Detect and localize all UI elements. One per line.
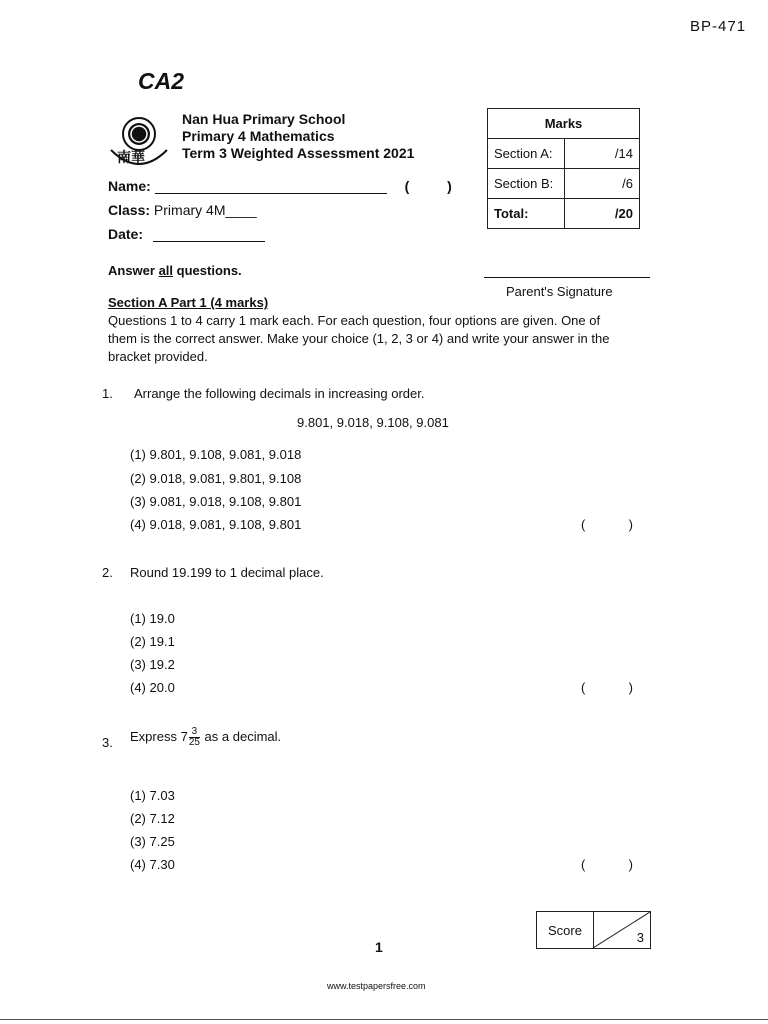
class-field xyxy=(108,202,257,218)
question-text-after: as a decimal. xyxy=(200,728,282,744)
answer-suffix: questions. xyxy=(173,263,242,278)
school-logo xyxy=(105,116,175,176)
date-field xyxy=(108,226,265,242)
date-line[interactable] xyxy=(153,227,265,242)
option: (1) 7.03 xyxy=(130,788,175,803)
section-instructions: Questions 1 to 4 carry 1 mark each. For each question, four options are given. One of them is the correct answer. Make your choice (1, 2, 3 or 4) and write your answer in the bracket provided. xyxy=(108,313,610,364)
bracket-close: ) xyxy=(628,517,633,532)
marks-table xyxy=(487,108,640,229)
name-line[interactable] xyxy=(155,179,387,194)
question-number: 2. xyxy=(102,565,113,580)
bracket-open: ( xyxy=(581,680,586,695)
question-text-before: Express 7 xyxy=(130,728,188,744)
footer-url: www.testpapersfree.com xyxy=(327,981,426,991)
assessment-title: Term 3 Weighted Assessment 2021 xyxy=(182,145,415,161)
date-label: Date: xyxy=(108,226,144,242)
option: (3) 9.081, 9.018, 9.108, 9.801 xyxy=(130,494,302,509)
marks-row-value: /14 xyxy=(565,139,640,169)
option: (4) 7.30 xyxy=(130,857,175,872)
question-text: Arrange the following decimals in increasing order. xyxy=(134,386,425,401)
class-label: Class: xyxy=(108,202,151,218)
fraction-denominator: 25 xyxy=(188,737,200,748)
section-heading: Section A Part 1 (4 marks) xyxy=(108,295,269,310)
question-text xyxy=(130,727,281,748)
option: (2) 9.018, 9.081, 9.801, 9.108 xyxy=(130,471,302,486)
answer-bracket[interactable] xyxy=(581,517,633,532)
option: (1) 9.801, 9.108, 9.081, 9.018 xyxy=(130,447,302,462)
answer-prefix: Answer xyxy=(108,263,159,278)
answer-bracket[interactable] xyxy=(581,680,633,695)
school-crest-icon xyxy=(105,116,175,176)
document-code: BP-471 xyxy=(690,18,747,35)
signature-line[interactable] xyxy=(484,277,650,278)
marks-row-label: Section B: xyxy=(488,169,565,199)
bracket-open: ( xyxy=(581,517,586,532)
register-close-paren: ) xyxy=(447,178,452,194)
register-open-paren: ( xyxy=(404,178,410,194)
question-number: 3. xyxy=(102,735,113,750)
option: (4) 20.0 xyxy=(130,680,175,695)
page-number: 1 xyxy=(375,939,383,955)
marks-title: Marks xyxy=(488,109,640,139)
option: (3) 19.2 xyxy=(130,657,175,672)
name-field xyxy=(108,178,452,194)
school-name: Nan Hua Primary School xyxy=(182,111,346,127)
option: (2) 7.12 xyxy=(130,811,175,826)
score-box xyxy=(536,911,651,949)
bracket-open: ( xyxy=(581,857,586,872)
score-value: 3 xyxy=(636,930,644,945)
name-label: Name: xyxy=(108,178,151,194)
class-value: Primary 4M____ xyxy=(153,202,257,218)
answer-all: all xyxy=(158,263,174,278)
marks-row-label: Section A: xyxy=(488,139,565,169)
fraction-numerator: 3 xyxy=(189,727,200,738)
option: (1) 19.0 xyxy=(130,611,175,626)
question-number: 1. xyxy=(102,386,113,401)
question-text: Round 19.199 to 1 decimal place. xyxy=(130,565,324,580)
logo-text: 南華 xyxy=(117,149,145,165)
marks-row-value: /6 xyxy=(565,169,640,199)
option: (2) 19.1 xyxy=(130,634,175,649)
score-label: Score xyxy=(537,912,594,948)
marks-total-label: Total: xyxy=(488,199,565,229)
given-decimals: 9.801, 9.018, 9.108, 9.081 xyxy=(297,415,449,430)
option: (3) 7.25 xyxy=(130,834,175,849)
bracket-close: ) xyxy=(628,680,633,695)
answer-bracket[interactable] xyxy=(581,857,633,872)
ca-label: CA2 xyxy=(138,68,185,94)
bottom-divider xyxy=(0,1019,768,1020)
mixed-fraction xyxy=(189,727,200,748)
subject-title: Primary 4 Mathematics xyxy=(182,128,335,144)
option: (4) 9.018, 9.081, 9.108, 9.801 xyxy=(130,517,302,532)
answer-instruction xyxy=(108,263,242,278)
parent-signature-label: Parent's Signature xyxy=(506,284,613,299)
marks-total-value: /20 xyxy=(565,199,640,229)
bracket-close: ) xyxy=(628,857,633,872)
